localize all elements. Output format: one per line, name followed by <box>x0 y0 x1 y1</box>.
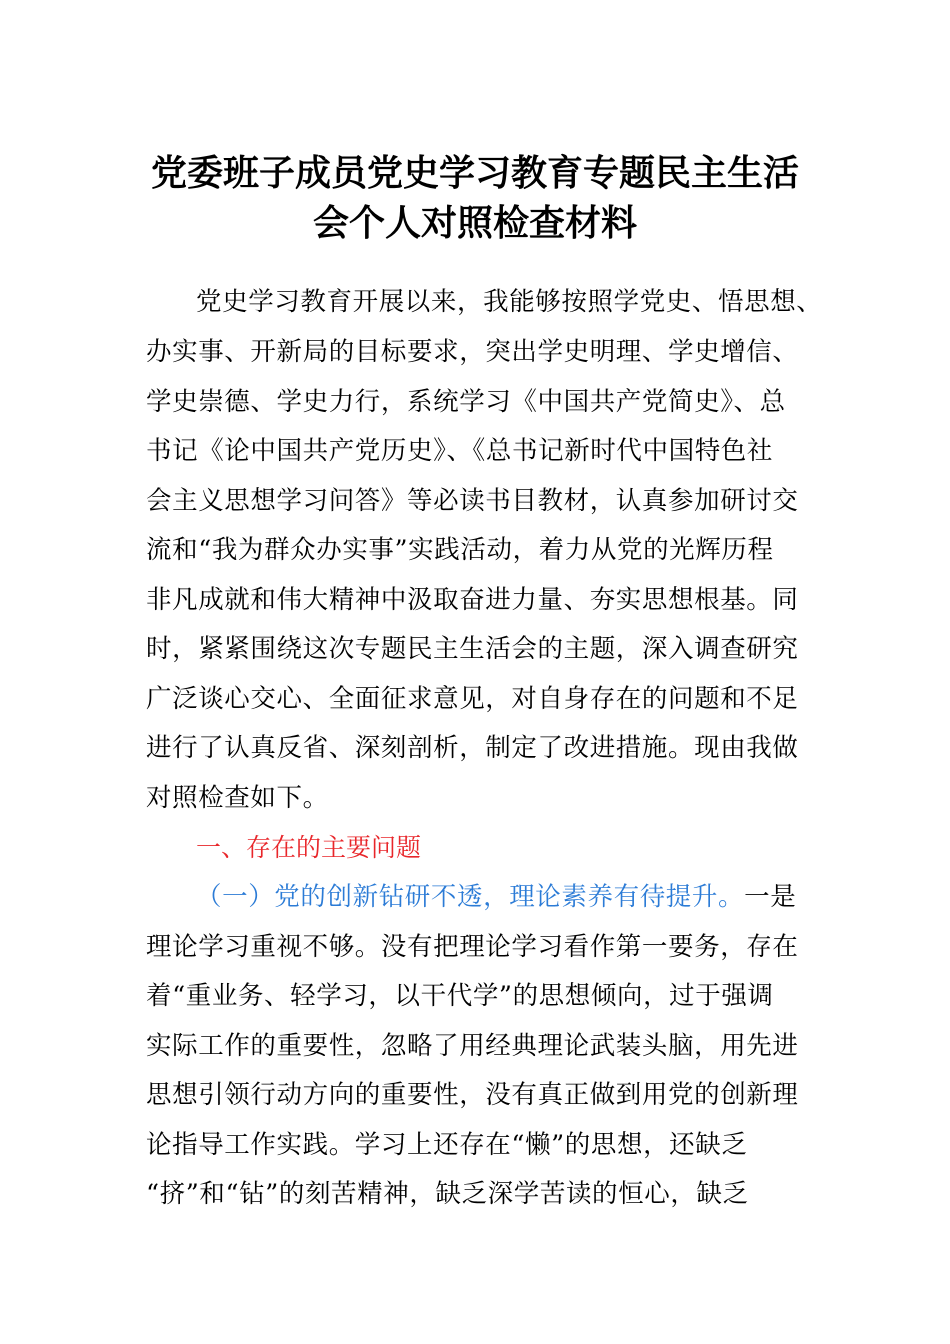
intro-paragraph-line: 进行了认真反省、深刻剖析，制定了改进措施。现由我做 <box>146 733 799 763</box>
subsection-paragraph-line: 论指导工作实践。学习上还存在“懒”的思想，还缺乏 <box>146 1130 748 1160</box>
subsection-title: （一）党的创新钻研不透，理论素养有待提升。 <box>196 882 745 912</box>
document-title-line-1: 党委班子成员党史学习教育专题民主生活 <box>150 152 799 194</box>
subsection-paragraph-line: 着“重业务、轻学习，以干代学”的思想倾向，过于强调 <box>146 981 774 1011</box>
subsection-first-line-rest: 一是 <box>744 882 797 912</box>
intro-paragraph-line: 广泛谈心交心、全面征求意见，对自身存在的问题和不足 <box>146 684 799 714</box>
intro-paragraph-line: 学史崇德、学史力行，系统学习《中国共产党简史》、总 <box>146 387 786 417</box>
section-heading-problems: 一、存在的主要问题 <box>196 833 422 862</box>
intro-paragraph-line: 对照检查如下。 <box>146 783 329 813</box>
intro-paragraph-line: 会主义思想学习问答》等必读书目教材，认真参加研讨交 <box>146 486 799 516</box>
document-title-line-2: 会个人对照检查材料 <box>312 202 637 244</box>
subsection-paragraph-line: 实际工作的重要性，忽略了用经典理论武装头脑，用先进 <box>146 1031 799 1061</box>
intro-paragraph-line: 党史学习教育开展以来，我能够按照学党史、悟思想、 <box>196 287 823 317</box>
intro-paragraph-line: 流和“我为群众办实事”实践活动，着力从党的光辉历程 <box>146 535 774 565</box>
intro-paragraph-line: 时，紧紧围绕这次专题民主生活会的主题，深入调查研究 <box>146 634 799 664</box>
subsection-first-line <box>196 877 796 917</box>
intro-paragraph-line: 办实事、开新局的目标要求，突出学史明理、学史增信、 <box>146 337 799 367</box>
subsection-paragraph-line: 理论学习重视不够。没有把理论学习看作第一要务，存在 <box>146 932 799 962</box>
intro-paragraph-line: 书记《论中国共产党历史》、《总书记新时代中国特色社 <box>146 436 774 466</box>
intro-paragraph-line: 非凡成就和伟大精神中汲取奋进力量、夯实思想根基。同 <box>146 585 799 615</box>
subsection-paragraph-line: “挤”和“钻”的刻苦精神，缺乏深学苦读的恒心，缺乏 <box>146 1179 749 1209</box>
subsection-paragraph-line: 思想引领行动方向的重要性，没有真正做到用党的创新理 <box>146 1080 799 1110</box>
